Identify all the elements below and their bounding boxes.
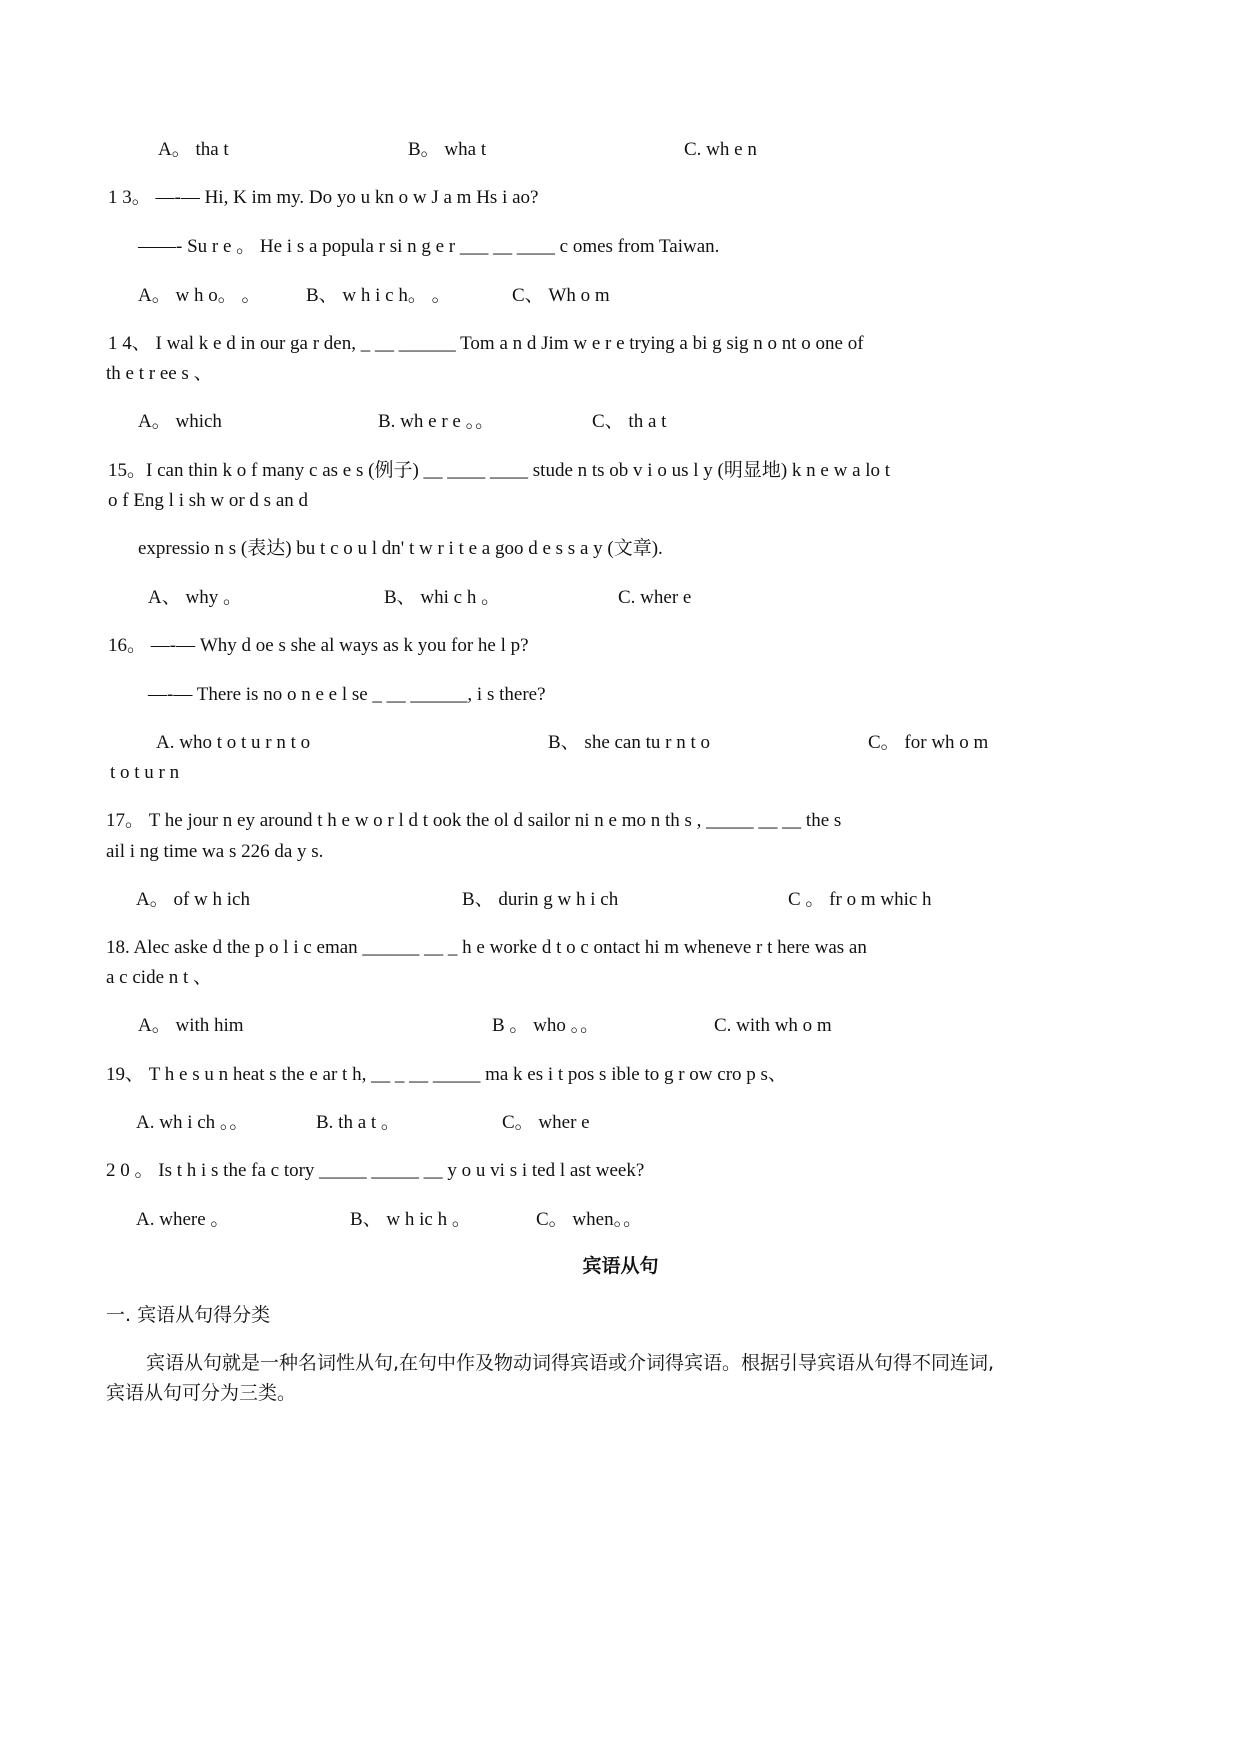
q19-option-b: B. th a t 。 bbox=[316, 1112, 400, 1133]
q12-option-a: A。 tha t bbox=[158, 139, 229, 160]
q16-option-c: C。 for wh o m bbox=[868, 732, 989, 753]
q14-option-a: A。 which bbox=[138, 411, 222, 432]
q13-stem-line1: 1 3。 —-— Hi, K im my. Do yo u kn o w J a m Hs i ao? bbox=[108, 187, 539, 208]
q20-option-b: B、 w h ic h 。 bbox=[350, 1209, 471, 1230]
q12-option-b: B。 wha t bbox=[408, 139, 487, 160]
q15-option-a: A、 why 。 bbox=[148, 587, 242, 608]
section-paragraph-line2: 宾语从句可分为三类。 bbox=[106, 1382, 297, 1404]
q16-option-b: B、 she can tu r n t o bbox=[548, 732, 711, 753]
q17-option-b: B、 durin g w h i ch bbox=[462, 889, 619, 910]
q18-stem-line1: 18. Alec aske d the p o l i c eman ______ __ _ h e worke d t o c ontact hi m wheneve r t here was an bbox=[106, 937, 867, 958]
q15-stem-line2: o f Eng l i sh w or d s an d bbox=[108, 490, 309, 511]
q18-option-b: B 。 who 。。 bbox=[492, 1015, 600, 1036]
q19-option-c: C。 wher e bbox=[502, 1112, 590, 1133]
q16-option-a: A. who t o t u r n t o bbox=[156, 732, 311, 753]
section-paragraph-line1: 宾语从句就是一种名词性从句,在句中作及物动词得宾语或介词得宾语。根据引导宾语从句得不同连词, bbox=[146, 1352, 995, 1374]
q12-option-c: C. wh e n bbox=[684, 139, 757, 160]
q16-option-c-cont: t o t u r n bbox=[110, 762, 180, 783]
q14-stem-line2: th e t r ee s 、 bbox=[106, 363, 213, 384]
q17-stem-line2: ail i ng time wa s 226 da y s. bbox=[106, 841, 324, 862]
q18-stem-line2: a c cide n t 、 bbox=[106, 967, 213, 988]
section-title: 宾语从句 bbox=[582, 1255, 659, 1277]
q13-option-a: A。 w h o。 。 bbox=[138, 285, 261, 306]
q19-option-a: A. wh i ch 。。 bbox=[136, 1112, 249, 1133]
q15-option-b: B、 whi c h 。 bbox=[384, 587, 501, 608]
q14-option-c: C、 th a t bbox=[592, 411, 667, 432]
q14-stem-line1: 1 4、 I wal k e d in our ga r den, _ __ ______ Tom a n d Jim w e r e trying a bi g sig n o nt o one of bbox=[108, 333, 864, 354]
q17-stem-line1: 17。 T he jour n ey around t h e w o r l d t ook the ol d sailor ni n e mo n th s , _____ __ __ the s bbox=[106, 810, 842, 831]
q13-option-c: C、 Wh o m bbox=[512, 285, 610, 306]
q14-option-b: B. wh e r e 。。 bbox=[378, 411, 495, 432]
q19-stem-line1: 19、 T h e s u n heat s the e ar t h, __ _ __ _____ ma k es i t pos s ible to g r ow cro p s、 bbox=[106, 1064, 787, 1085]
q17-option-a: A。 of w h ich bbox=[136, 889, 250, 910]
q15-option-c: C. wher e bbox=[618, 587, 692, 608]
section-heading: 一. 宾语从句得分类 bbox=[106, 1304, 271, 1326]
q20-option-c: C。 when。。 bbox=[536, 1209, 643, 1230]
q15-stem-line3: expressio n s (表达) bu t c o u l dn' t w r i t e a goo d e s s a y (文章). bbox=[138, 538, 663, 559]
q18-option-a: A。 with him bbox=[138, 1015, 244, 1036]
q16-stem-line2: —-— There is no o n e e l se _ __ ______, i s there? bbox=[148, 684, 546, 705]
q13-stem-line2: ——- Su r e 。 He i s a popula r si n g e r ___ __ ____ c omes from Taiwan. bbox=[138, 236, 720, 257]
q15-stem-line1: 15。I can thin k o f many c as e s (例子) __ ____ ____ stude n ts ob v i o us l y (明显地) k n e w a lo t bbox=[108, 460, 891, 481]
q20-stem-line1: 2 0 。 Is t h i s the fa c tory _____ _____ __ y o u vi s i ted l ast week? bbox=[106, 1160, 645, 1181]
q20-option-a: A. where 。 bbox=[136, 1209, 230, 1230]
q16-stem-line1: 16。 —-— Why d oe s she al ways as k you for he l p? bbox=[108, 635, 529, 656]
q17-option-c: C 。 fr o m whic h bbox=[788, 889, 932, 910]
q13-option-b: B、 w h i c h。 。 bbox=[306, 285, 451, 306]
q18-option-c: C. with wh o m bbox=[714, 1015, 832, 1036]
